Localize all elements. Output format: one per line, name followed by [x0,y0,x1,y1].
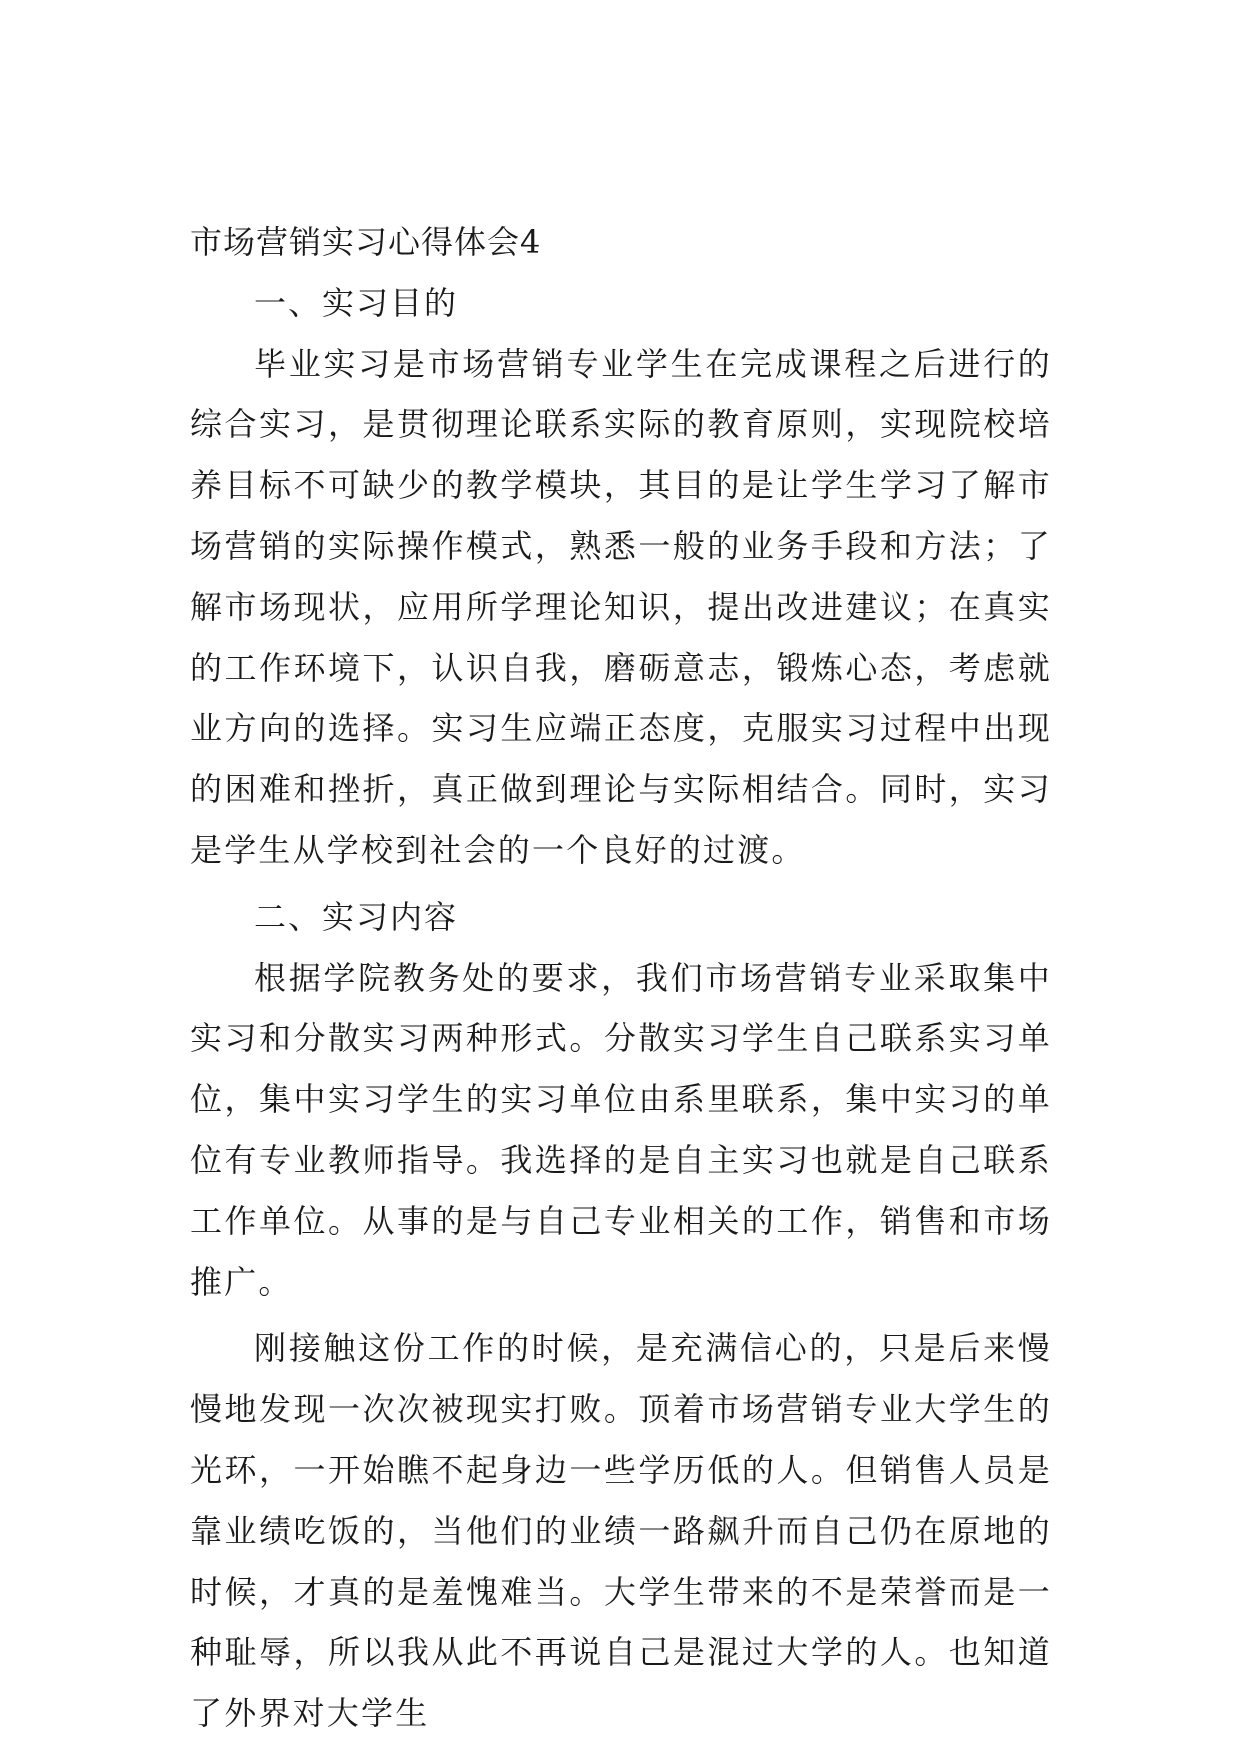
section-heading-purpose: 一、实习目的 [254,283,459,322]
document-body [190,212,1052,1750]
paragraph: 毕业实习是市场营销专业学生在完成课程之后进行的综合实习，是贯彻理论联系实际的教育原则，实现院校培养目标不可缺少的教学模块，其目的是让学生学习了解市场营销的实际操作模式，熟悉一般的业务手段和方法；了解市场现状，应用所学理论知识，提出改进建议；在真实的工作环境下，认识自我，磨砺意志，锻炼心态，考虑就业方向的选择。实习生应端正态度，克服实习过程中出现的困难和挫折，真正做到理论与实际相结合。同时，实习是学生从学校到社会的一个良好的过渡。 [190,344,1052,869]
paragraph: 刚接触这份工作的时候，是充满信心的，只是后来慢慢地发现一次次被现实打败。顶着市场营销专业大学生的光环，一开始瞧不起身边一些学历低的人。但销售人员是靠业绩吃饭的，当他们的业绩一路飙升而自己仍在原地的时候，才真的是羞愧难当。大学生带来的不是荣誉而是一种耻辱，所以我从此不再说自己是混过大学的人。也知道了外界对大学生 [190,1329,1052,1733]
document-title: 市场营销实习心得体会4 [190,223,542,261]
paragraph: 根据学院教务处的要求，我们市场营销专业采取集中实习和分散实习两种形式。分散实习学生自己联系实习单位，集中实习学生的实习单位由系里联系，集中实习的单位有专业教师指导。我选择的是自主实习也就是自己联系工作单位。从事的是与自己专业相关的工作，销售和市场推广。 [190,958,1052,1301]
section-heading-content: 二、实习内容 [254,897,459,936]
